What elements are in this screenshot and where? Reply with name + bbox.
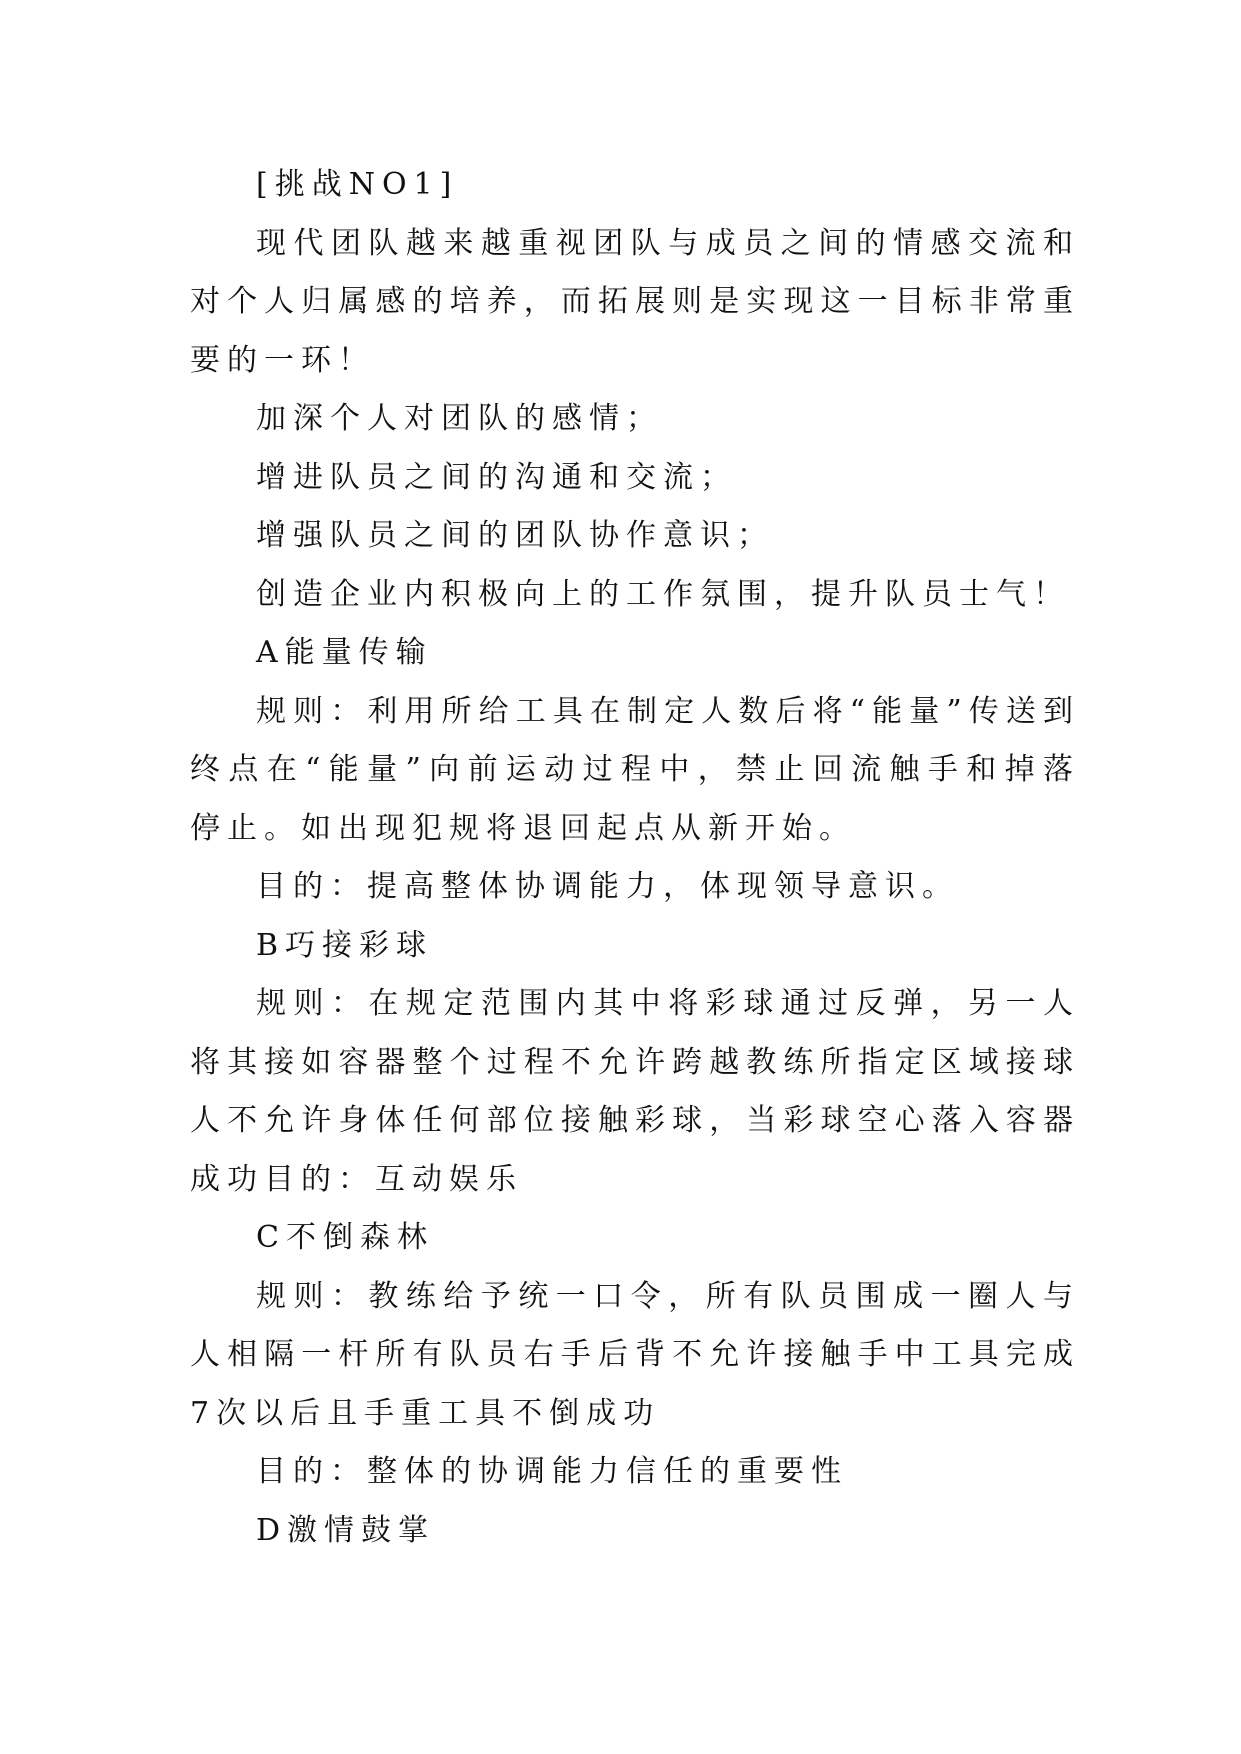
activity-rules: 规则：在规定范围内其中将彩球通过反弹，另一人将其接如容器整个过程不允许跨越教练所指定区域接球人不允许身体任何部位接触彩球，当彩球空心落入容器成功目的：互动娱乐: [190, 986, 1080, 1197]
document-body: [190, 156, 1080, 1560]
activity-title: A能量传输: [256, 635, 433, 670]
activity-purpose: 目的：提高整体协调能力，体现领导意识。: [256, 869, 959, 904]
activity-purpose: 目的：整体的协调能力信任的重要性: [256, 1454, 848, 1489]
activity-rules: 规则：利用所给工具在制定人数后将“能量”传送到终点在“能量”向前运动过程中，禁止回流触手和掉落停止。如出现犯规将退回起点从新开始。: [190, 693, 1080, 846]
benefit-item: 创造企业内积极向上的工作氛围，提升队员士气！: [256, 576, 1070, 612]
activity-rules: 规则：教练给予统一口令，所有队员围成一圈人与人相隔一杆所有队员右手后背不允许接触手中工具完成7次以后且手重工具不倒成功: [190, 1278, 1080, 1431]
activity-title: B巧接彩球: [256, 927, 434, 963]
benefit-item: 增进队员之间的沟通和交流；: [256, 459, 737, 495]
intro-paragraph: 现代团队越来越重视团队与成员之间的情感交流和对个人归属感的培养，而拓展则是实现这一目标非常重要的一环！: [190, 225, 1080, 378]
benefit-item: 加深个人对团队的感情；: [256, 401, 663, 436]
benefit-item: 增强队员之间的团队协作意识；: [256, 518, 774, 553]
activity-title: D激情鼓掌: [256, 1512, 436, 1548]
activity-title: C不倒森林: [256, 1220, 434, 1255]
challenge-heading: [挑战NO1]: [256, 167, 459, 202]
